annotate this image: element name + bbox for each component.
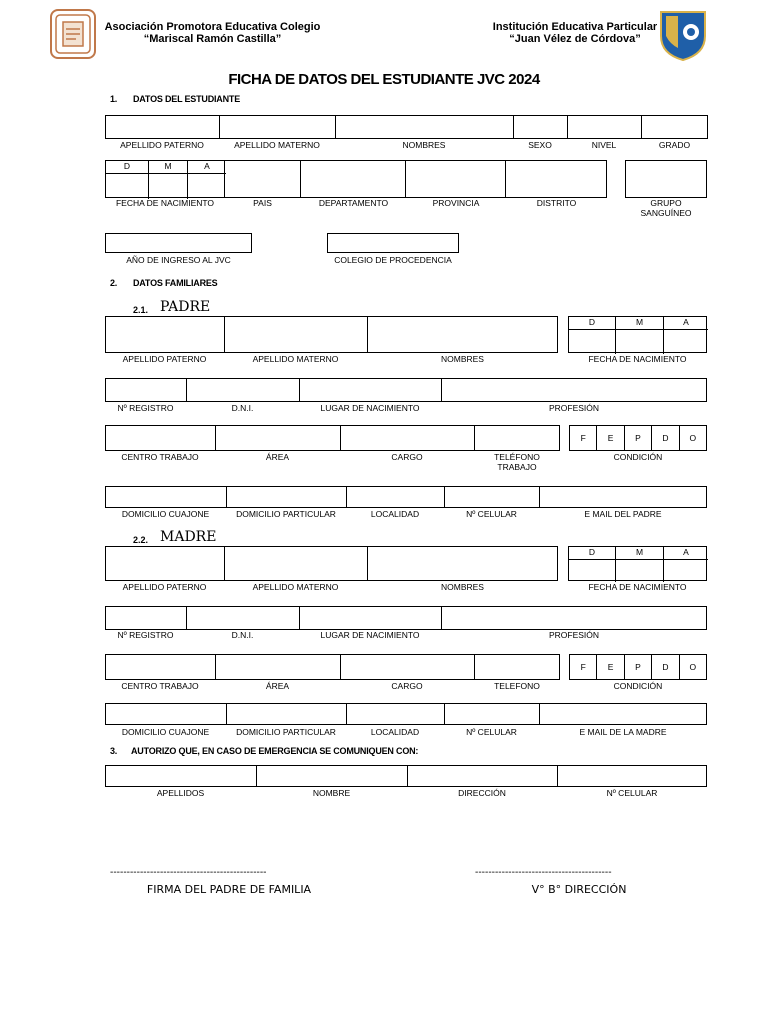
madre-row3-fields	[105, 654, 560, 680]
madre-dma-d: D	[569, 547, 616, 560]
padre-row2-fields	[105, 378, 707, 402]
label-nombres: NOMBRES	[402, 140, 446, 150]
padre-cargo[interactable]	[341, 426, 475, 450]
student-birthdate[interactable]	[105, 160, 225, 198]
madre-label-apellido-paterno: APELLIDO PATERNO	[122, 582, 207, 592]
dma-m: M	[149, 161, 188, 174]
madre-centro-trabajo[interactable]	[106, 655, 216, 679]
section3-number: 3.	[110, 746, 118, 756]
madre-celular[interactable]	[445, 704, 540, 724]
field-departamento[interactable]	[301, 161, 406, 197]
padre-dma-d-field[interactable]	[569, 330, 616, 354]
signature-label-direccion: V° B° DIRECCIÓN	[531, 883, 627, 896]
padre-apellido-materno[interactable]	[225, 317, 368, 352]
madre-label-email: E MAIL DE LA MADRE	[579, 727, 667, 737]
field-provincia[interactable]	[406, 161, 506, 197]
padre-label-celular: Nº CELULAR	[466, 509, 517, 519]
field-anio-ingreso[interactable]	[105, 233, 252, 253]
right-org-line1: Institución Educativa Particular	[492, 21, 658, 33]
dma-a-field[interactable]	[188, 174, 226, 199]
padre-lugar-nacimiento[interactable]	[300, 379, 442, 401]
field-nivel[interactable]	[568, 116, 642, 138]
signature-label-parent: FIRMA DEL PADRE DE FAMILIA	[146, 883, 312, 896]
padre-label-apellido-materno: APELLIDO MATERNO	[252, 354, 339, 364]
field-grado[interactable]	[642, 116, 707, 138]
padre-label-nombres: NOMBRES	[441, 354, 484, 364]
emergency-celular[interactable]	[558, 766, 706, 786]
madre-cond-o[interactable]: O	[689, 662, 697, 672]
padre-label-profesion: PROFESIÓN	[548, 403, 600, 413]
padre-cond-o[interactable]: O	[689, 433, 697, 443]
madre-label-telefono: TELEFONO	[494, 681, 540, 691]
padre-localidad[interactable]	[347, 487, 445, 507]
padre-label-telefono-trabajo: TELÉFONO TRABAJO	[494, 452, 540, 472]
label-departamento: DEPARTAMENTO	[318, 198, 389, 208]
field-apellido-paterno[interactable]	[106, 116, 220, 138]
madre-apellido-materno[interactable]	[225, 547, 368, 580]
field-colegio-procedencia[interactable]	[327, 233, 459, 253]
madre-row1-fields	[105, 546, 558, 581]
madre-label-celular: Nº CELULAR	[466, 727, 517, 737]
section2-number: 2.	[110, 278, 118, 288]
padre-label-fecha-nacimiento: FECHA DE NACIMIENTO	[588, 354, 687, 364]
padre-domicilio-particular[interactable]	[227, 487, 347, 507]
padre-title: PADRE	[160, 299, 211, 315]
padre-label-domicilio-cuajone: DOMICILIO CUAJONE	[121, 509, 210, 519]
madre-email[interactable]	[540, 704, 706, 724]
madre-dma-a: A	[664, 547, 708, 560]
madre-cond-d[interactable]: D	[652, 655, 679, 679]
madre-n-registro[interactable]	[106, 607, 187, 629]
padre-cond-d[interactable]: D	[652, 426, 679, 450]
label-grupo-sanguineo: GRUPO SANGUÍNEO	[640, 198, 692, 218]
padre-nombres[interactable]	[368, 317, 557, 352]
label-sexo: SEXO	[528, 140, 552, 150]
signature-line-parent: -----------------------------------------------	[110, 867, 267, 878]
madre-cond-f[interactable]: F	[570, 655, 597, 679]
section2-title: DATOS FAMILIARES	[133, 278, 218, 288]
madre-label-nombres: NOMBRES	[441, 582, 484, 592]
section1-title: DATOS DEL ESTUDIANTE	[133, 94, 241, 104]
padre-celular[interactable]	[445, 487, 540, 507]
madre-domicilio-particular[interactable]	[227, 704, 347, 724]
madre-number: 2.2.	[133, 535, 149, 545]
padre-label-centro-trabajo: CENTRO TRABAJO	[121, 452, 199, 462]
field-distrito[interactable]	[506, 161, 606, 197]
padre-birthdate[interactable]	[568, 316, 707, 353]
field-nombres[interactable]	[336, 116, 514, 138]
madre-nombres[interactable]	[368, 547, 557, 580]
right-org-name	[490, 21, 660, 45]
dma-m-field[interactable]	[149, 174, 188, 199]
padre-row3-fields	[105, 425, 560, 451]
left-org-line1: Asociación Promotora Educativa Colegio	[104, 21, 321, 33]
label-pais: PAIS	[253, 198, 272, 208]
padre-label-n-registro: Nº REGISTRO	[117, 403, 174, 413]
padre-label-cargo: CARGO	[391, 452, 423, 462]
padre-centro-trabajo[interactable]	[106, 426, 216, 450]
emergency-label-celular: Nº CELULAR	[606, 788, 658, 798]
dma-d: D	[106, 161, 149, 174]
right-logo-shield	[658, 8, 708, 62]
madre-cond-p[interactable]: P	[625, 655, 652, 679]
field-sexo[interactable]	[514, 116, 568, 138]
page-title: FICHA DE DATOS DEL ESTUDIANTE JVC 2024	[228, 71, 540, 88]
label-grado: GRADO	[658, 140, 691, 150]
madre-birthdate[interactable]	[568, 546, 707, 581]
madre-dma-d-field[interactable]	[569, 560, 616, 582]
label-apellido-materno: APELLIDO MATERNO	[234, 140, 320, 150]
madre-label-dni: D.N.I.	[231, 630, 254, 640]
padre-n-registro[interactable]	[106, 379, 187, 401]
padre-cond-f[interactable]: F	[570, 426, 597, 450]
madre-dma-a-field[interactable]	[664, 560, 708, 582]
madre-label-domicilio-cuajone: DOMICILIO CUAJONE	[121, 727, 210, 737]
field-grupo-sanguineo[interactable]	[625, 160, 707, 198]
padre-label-domicilio-particular: DOMICILIO PARTICULAR	[236, 509, 336, 519]
emergency-apellidos[interactable]	[106, 766, 257, 786]
student-row1-fields	[105, 115, 708, 139]
section3-title: AUTORIZO QUE, EN CASO DE EMERGENCIA SE COMUNIQUEN CON:	[131, 746, 419, 756]
padre-dma-d: D	[569, 317, 616, 330]
padre-email[interactable]	[540, 487, 706, 507]
student-row2-fields	[224, 160, 607, 198]
padre-dni[interactable]	[187, 379, 300, 401]
padre-area[interactable]	[216, 426, 341, 450]
emergency-direccion[interactable]	[408, 766, 558, 786]
madre-area[interactable]	[216, 655, 341, 679]
emergency-label-apellidos: APELLIDOS	[156, 788, 205, 798]
padre-dma-a: A	[664, 317, 708, 330]
madre-domicilio-cuajone[interactable]	[106, 704, 227, 724]
madre-localidad[interactable]	[347, 704, 445, 724]
right-org-line2: “Juan Vélez de Córdova”	[509, 33, 641, 45]
madre-title: MADRE	[160, 529, 217, 545]
padre-cond-e[interactable]: E	[597, 426, 624, 450]
left-logo	[50, 9, 96, 59]
madre-lugar-nacimiento[interactable]	[300, 607, 442, 629]
padre-profesion[interactable]	[442, 379, 706, 401]
madre-label-cargo: CARGO	[391, 681, 423, 691]
label-fecha-nacimiento: FECHA DE NACIMIENTO	[115, 198, 215, 208]
label-colegio-procedencia: COLEGIO DE PROCEDENCIA	[334, 255, 452, 265]
left-org-line2: “Mariscal Ramón Castilla”	[143, 33, 282, 45]
padre-label-lugar-nacimiento: LUGAR DE NACIMIENTO	[320, 403, 420, 413]
field-pais[interactable]	[224, 161, 301, 197]
padre-dma-m-field[interactable]	[616, 330, 664, 354]
madre-label-apellido-materno: APELLIDO MATERNO	[252, 582, 339, 592]
padre-cond-p[interactable]: P	[625, 426, 652, 450]
madre-apellido-paterno[interactable]	[106, 547, 225, 580]
dma-d-field[interactable]	[106, 174, 149, 199]
madre-telefono[interactable]	[475, 655, 559, 679]
madre-label-localidad: LOCALIDAD	[370, 727, 420, 737]
padre-label-apellido-paterno: APELLIDO PATERNO	[122, 354, 207, 364]
signature-line-direccion: -----------------------------------------	[475, 867, 612, 878]
left-org-name	[100, 21, 325, 45]
madre-row4-fields	[105, 703, 707, 725]
madre-label-n-registro: Nº REGISTRO	[117, 630, 174, 640]
padre-label-area: ÁREA	[265, 452, 290, 462]
madre-label-condicion: CONDICIÓN	[613, 681, 663, 691]
padre-condicion[interactable]	[569, 425, 707, 451]
section1-number: 1.	[110, 94, 118, 104]
emergency-label-nombre: NOMBRE	[312, 788, 351, 798]
padre-label-condicion: CONDICIÓN	[613, 452, 663, 462]
label-nivel: NIVEL	[591, 140, 617, 150]
madre-dma-m-field[interactable]	[616, 560, 664, 582]
madre-label-profesion: PROFESIÓN	[548, 630, 600, 640]
madre-label-area: ÁREA	[265, 681, 290, 691]
emergency-nombre[interactable]	[257, 766, 408, 786]
label-anio-ingreso: AÑO DE INGRESO AL JVC	[126, 255, 231, 265]
padre-dma-m: M	[616, 317, 664, 330]
madre-cargo[interactable]	[341, 655, 475, 679]
madre-dma-m: M	[616, 547, 664, 560]
dma-a: A	[188, 161, 226, 174]
madre-row2-fields	[105, 606, 707, 630]
madre-condicion[interactable]	[569, 654, 707, 680]
madre-dni[interactable]	[187, 607, 300, 629]
padre-domicilio-cuajone[interactable]	[106, 487, 227, 507]
label-distrito: DISTRITO	[536, 198, 577, 208]
padre-telefono-trabajo[interactable]	[475, 426, 559, 450]
padre-row1-fields	[105, 316, 558, 353]
padre-label-email: E MAIL DEL PADRE	[584, 509, 662, 519]
padre-dma-a-field[interactable]	[664, 330, 708, 354]
padre-row4-fields	[105, 486, 707, 508]
padre-label-dni: D.N.I.	[231, 403, 254, 413]
emergency-label-direccion: DIRECCIÓN	[458, 788, 506, 798]
madre-label-centro-trabajo: CENTRO TRABAJO	[121, 681, 199, 691]
label-apellido-paterno: APELLIDO PATERNO	[120, 140, 204, 150]
field-apellido-materno[interactable]	[220, 116, 336, 138]
emergency-row-fields	[105, 765, 707, 787]
padre-label-localidad: LOCALIDAD	[370, 509, 420, 519]
label-provincia: PROVINCIA	[432, 198, 480, 208]
padre-number: 2.1.	[133, 305, 149, 315]
madre-profesion[interactable]	[442, 607, 706, 629]
padre-apellido-paterno[interactable]	[106, 317, 225, 352]
madre-cond-e[interactable]: E	[597, 655, 624, 679]
madre-label-fecha-nacimiento: FECHA DE NACIMIENTO	[588, 582, 687, 592]
madre-label-domicilio-particular: DOMICILIO PARTICULAR	[236, 727, 336, 737]
madre-label-lugar-nacimiento: LUGAR DE NACIMIENTO	[320, 630, 420, 640]
